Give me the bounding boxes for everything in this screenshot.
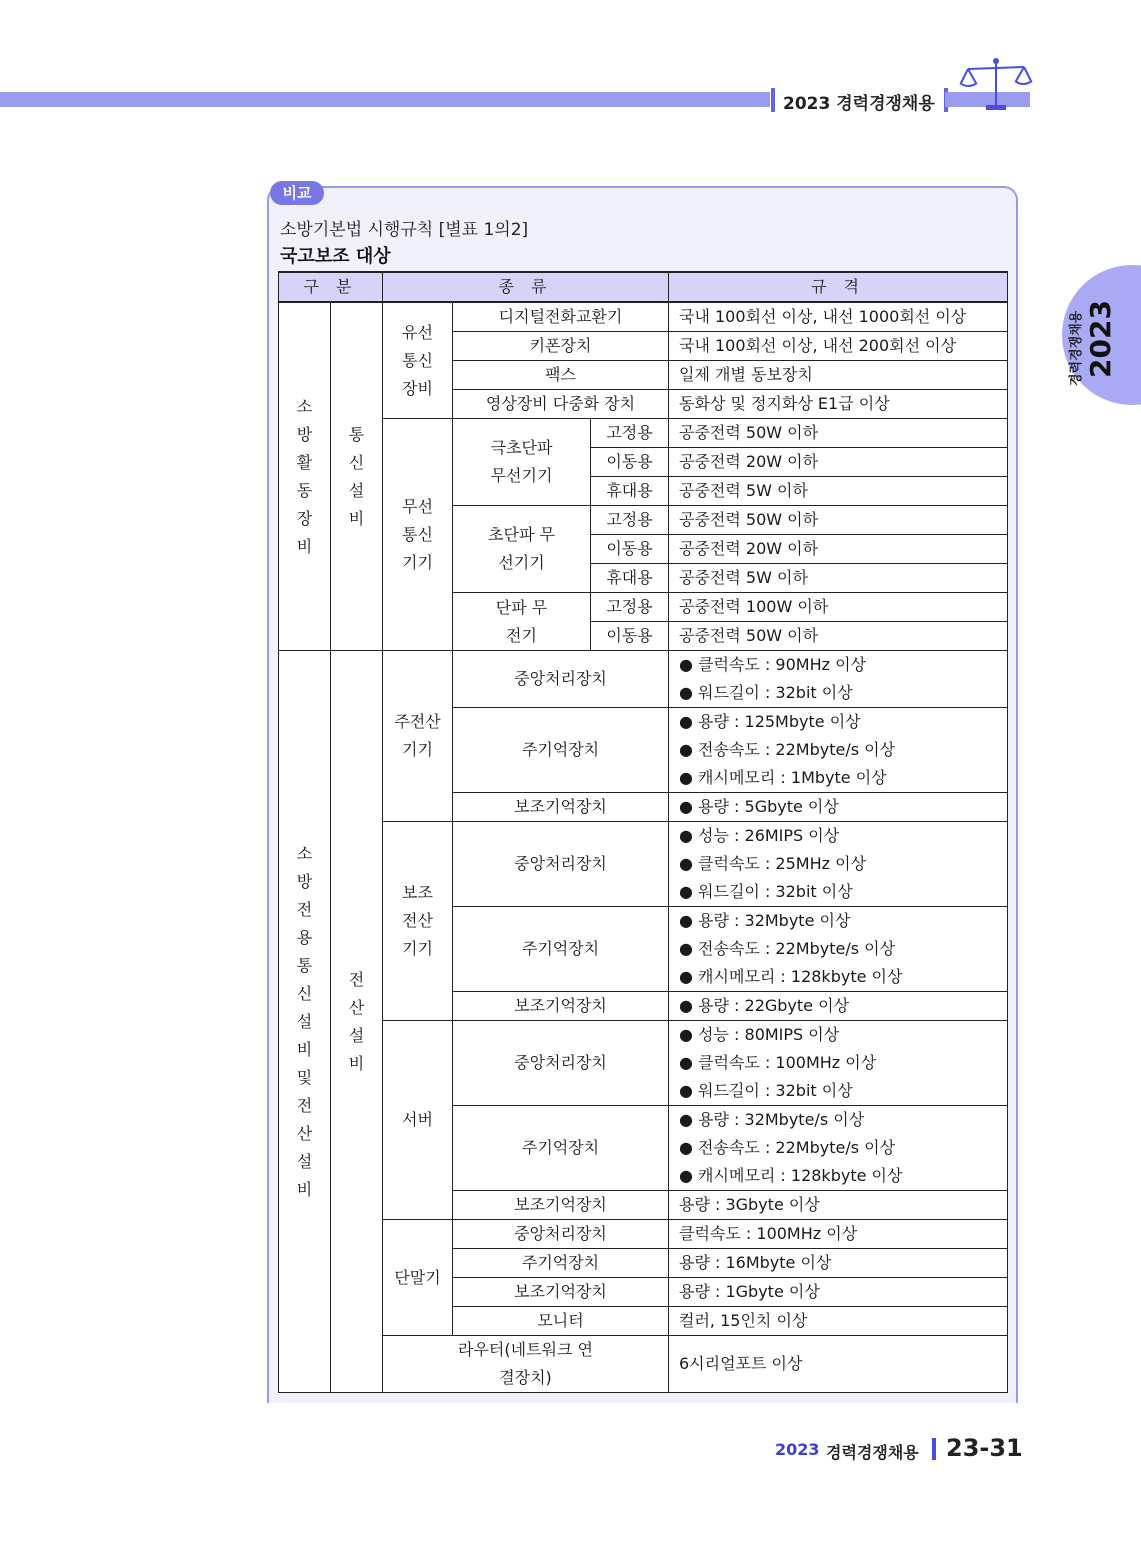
use-type: 휴대용	[591, 564, 669, 593]
item-spec: ● 용량 : 125Mbyte 이상	[669, 708, 1008, 737]
table-row	[279, 419, 1008, 448]
group-name: 단파 무전기	[453, 593, 591, 651]
item-name: 중앙처리장치	[453, 1220, 669, 1249]
item-spec: 6시리얼포트 이상	[669, 1336, 1008, 1393]
scales-icon	[958, 55, 1034, 115]
item-name: 주기억장치	[453, 1249, 669, 1278]
footer-divider	[932, 1438, 936, 1460]
item-spec: 공중전력 50W 이하	[669, 419, 1008, 448]
header-category: 구 분	[279, 272, 383, 302]
footer-title: 경력경쟁채용	[826, 1443, 919, 1462]
use-type: 고정용	[591, 506, 669, 535]
item-name: 주기억장치	[453, 708, 669, 793]
subsidy-table	[278, 271, 1008, 1393]
item-spec: 공중전력 20W 이하	[669, 535, 1008, 564]
table-row	[279, 302, 1008, 332]
item-spec: ● 캐시메모리 : 1Mbyte 이상	[669, 764, 1008, 793]
item-spec: 공중전력 100W 이하	[669, 593, 1008, 622]
table-row	[279, 1220, 1008, 1249]
subcategory-comm: 통신설비	[331, 302, 383, 651]
item-name: 주기억장치	[453, 1106, 669, 1191]
item-name: 보조기억장치	[453, 1278, 669, 1307]
item-name: 보조기억장치	[453, 1191, 669, 1220]
category-fire-comm-computing: 소방전용 통신설비 및 전산설비	[279, 651, 331, 1393]
svg-text:경력경쟁채용: 경력경쟁채용	[1069, 310, 1084, 386]
table-row	[279, 651, 1008, 680]
item-spec: ● 용량 : 32Mbyte/s 이상	[669, 1106, 1008, 1135]
sub-computer: 보조 전산 기기	[383, 822, 453, 1021]
item-spec: ● 클럭속도 : 25MHz 이상	[669, 850, 1008, 878]
main-computer: 주전산 기기	[383, 651, 453, 822]
item-name: 주기억장치	[453, 907, 669, 992]
use-type: 이동용	[591, 535, 669, 564]
item-spec: ● 워드길이 : 32bit 이상	[669, 679, 1008, 708]
wireless-equipment: 무선통신기기	[383, 419, 453, 651]
item-spec: 공중전력 50W 이하	[669, 506, 1008, 535]
compare-badge: 비교	[270, 181, 324, 205]
header-spec: 규 격	[669, 272, 1008, 302]
item-name: 보조기억장치	[453, 992, 669, 1021]
svg-text:2023: 2023	[1084, 300, 1117, 378]
footer-year: 2023	[775, 1440, 820, 1459]
item-spec: 용량 : 3Gbyte 이상	[669, 1191, 1008, 1220]
item-spec: 동화상 및 정지화상 E1급 이상	[669, 390, 1008, 419]
server: 서버	[383, 1021, 453, 1220]
item-spec: 국내 100회선 이상, 내선 1000회선 이상	[669, 302, 1008, 332]
item-spec: ● 성능 : 80MIPS 이상	[669, 1021, 1008, 1050]
wired-equipment: 유선통신장비	[383, 302, 453, 419]
subcategory-computing: 전산설비	[331, 651, 383, 1393]
item-spec: 컬러, 15인치 이상	[669, 1307, 1008, 1336]
item-spec: 공중전력 5W 이하	[669, 564, 1008, 593]
item-spec: 용량 : 1Gbyte 이상	[669, 1278, 1008, 1307]
item-name: 중앙처리장치	[453, 822, 669, 907]
item-name: 팩스	[453, 361, 669, 390]
item-spec: ● 클럭속도 : 100MHz 이상	[669, 1049, 1008, 1077]
item-spec: ● 용량 : 5Gbyte 이상	[669, 793, 1008, 822]
category-fire-equipment: 소방활동장비	[279, 302, 331, 651]
item-spec: ● 용량 : 22Gbyte 이상	[669, 992, 1008, 1021]
item-spec: ● 캐시메모리 : 128kbyte 이상	[669, 963, 1008, 992]
item-spec: ● 워드길이 : 32bit 이상	[669, 1077, 1008, 1106]
table-row	[279, 1336, 1008, 1393]
item-spec: ● 전송속도 : 22Mbyte/s 이상	[669, 1134, 1008, 1162]
item-name: 키폰장치	[453, 332, 669, 361]
header-title: 2023 경력경쟁채용	[783, 94, 935, 114]
item-spec: 클럭속도 : 100MHz 이상	[669, 1220, 1008, 1249]
table-row	[279, 1021, 1008, 1050]
group-name: 초단파 무선기기	[453, 506, 591, 593]
terminal: 단말기	[383, 1220, 453, 1336]
item-spec: ● 전송속도 : 22Mbyte/s 이상	[669, 736, 1008, 764]
item-name: 영상장비 다중화 장치	[453, 390, 669, 419]
side-tab-label	[1058, 290, 1118, 390]
section-title: 국고보조 대상	[280, 246, 391, 267]
item-spec: ● 전송속도 : 22Mbyte/s 이상	[669, 935, 1008, 963]
use-type: 휴대용	[591, 477, 669, 506]
table-row	[279, 822, 1008, 851]
item-spec: 국내 100회선 이상, 내선 200회선 이상	[669, 332, 1008, 361]
router: 라우터(네트워크 연결장치)	[383, 1336, 669, 1393]
item-name: 중앙처리장치	[453, 651, 669, 708]
reference-title: 소방기본법 시행규칙 [별표 1의2]	[280, 220, 529, 240]
table-header-row	[279, 272, 1008, 302]
group-name: 극초단파 무선기기	[453, 419, 591, 506]
use-type: 고정용	[591, 593, 669, 622]
item-name: 디지털전화교환기	[453, 302, 669, 332]
header-type: 종 류	[383, 272, 669, 302]
item-spec: ● 성능 : 26MIPS 이상	[669, 822, 1008, 851]
use-type: 이동용	[591, 448, 669, 477]
item-name: 중앙처리장치	[453, 1021, 669, 1106]
header-band	[0, 92, 770, 107]
item-spec: ● 클럭속도 : 90MHz 이상	[669, 651, 1008, 680]
item-spec: 공중전력 20W 이하	[669, 448, 1008, 477]
item-spec: ● 워드길이 : 32bit 이상	[669, 878, 1008, 907]
item-name: 보조기억장치	[453, 793, 669, 822]
header-divider	[771, 88, 775, 112]
use-type: 고정용	[591, 419, 669, 448]
item-spec: ● 캐시메모리 : 128kbyte 이상	[669, 1162, 1008, 1191]
item-name: 모니터	[453, 1307, 669, 1336]
item-spec: 공중전력 5W 이하	[669, 477, 1008, 506]
item-spec: 공중전력 50W 이하	[669, 622, 1008, 651]
item-spec: 일제 개별 동보장치	[669, 361, 1008, 390]
page-number: 23-31	[946, 1434, 1023, 1462]
item-spec: 용량 : 16Mbyte 이상	[669, 1249, 1008, 1278]
item-spec: ● 용량 : 32Mbyte 이상	[669, 907, 1008, 936]
use-type: 이동용	[591, 622, 669, 651]
